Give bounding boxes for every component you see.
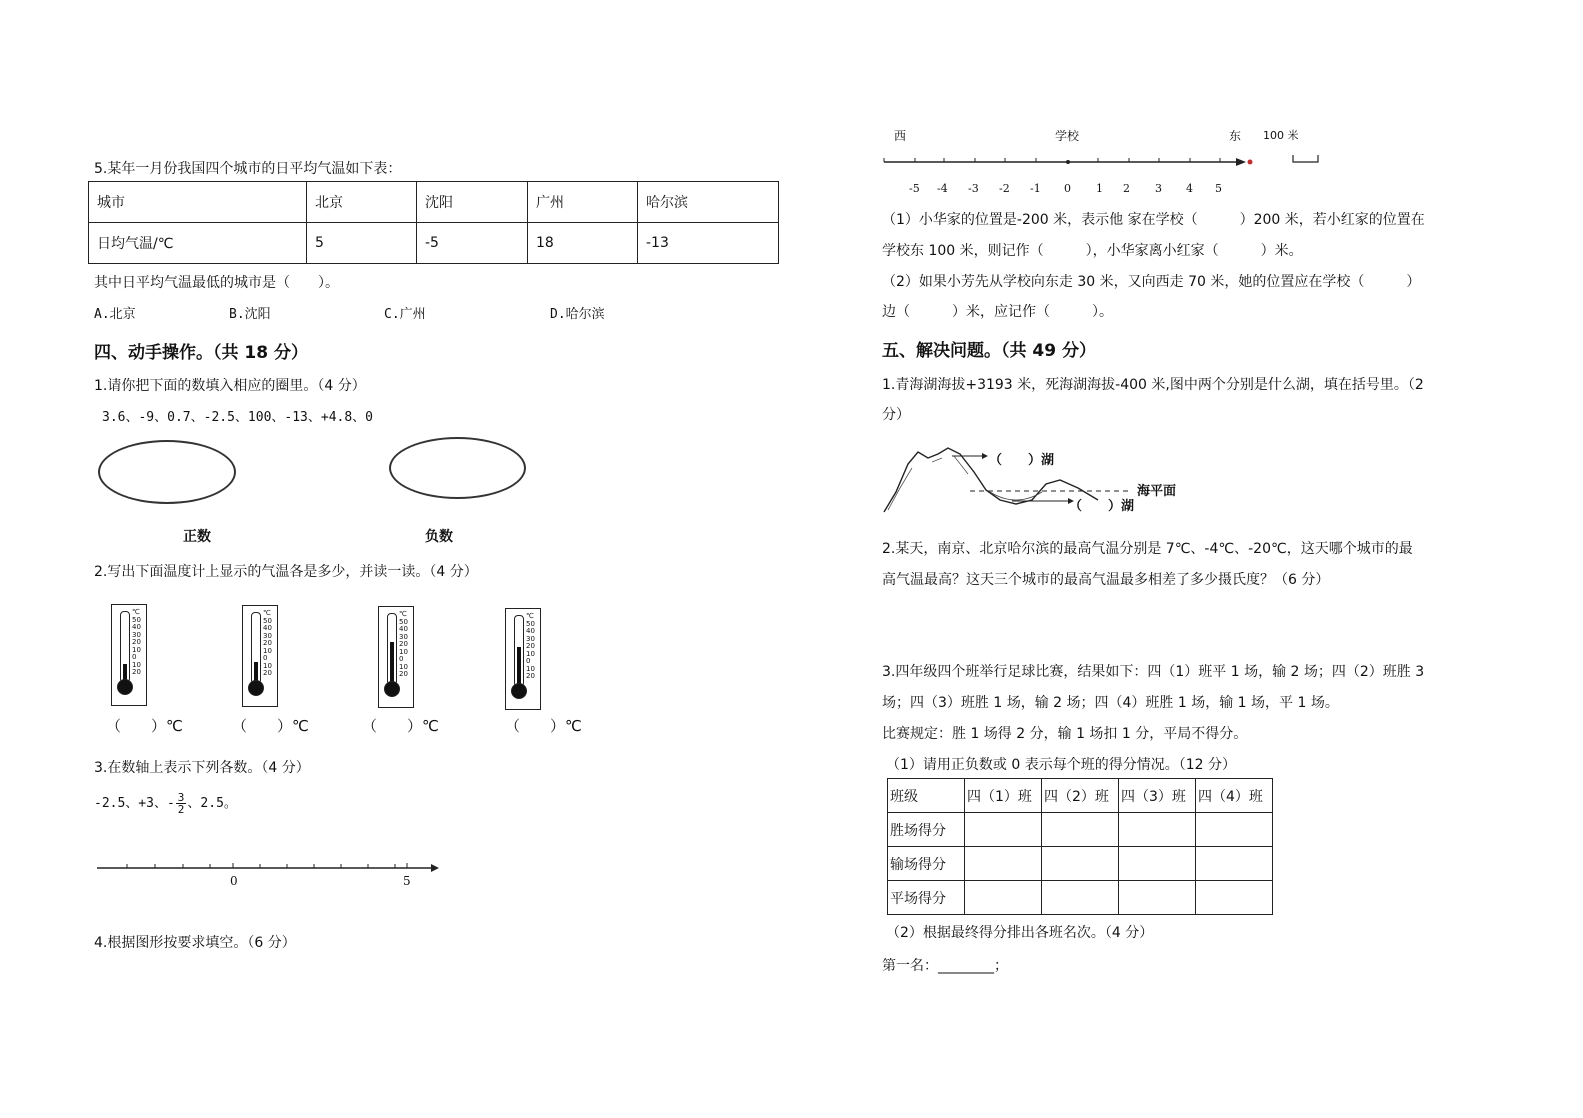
scale <box>526 613 535 681</box>
numbers-part-b: 、2.5。 <box>187 796 237 811</box>
thermometer-bulb <box>117 679 133 695</box>
score-cell[interactable] <box>965 813 1042 847</box>
table-cell: 四（4）班 <box>1196 779 1273 813</box>
table-cell: 北京 <box>307 182 417 223</box>
tick-label: -1 <box>1030 182 1041 195</box>
score-cell[interactable] <box>1196 847 1273 881</box>
temperature-table <box>88 181 779 264</box>
tick-label: -4 <box>937 182 948 195</box>
school-label: 学校 <box>1055 129 1080 143</box>
mercury-fill <box>517 647 521 686</box>
table-cell: 四（3）班 <box>1119 779 1196 813</box>
scale-mark: 40 <box>132 623 141 631</box>
scale-mark: 0 <box>399 655 404 663</box>
thermometer-3 <box>378 606 414 708</box>
s5-q2-line2: 高气温最高？这天三个城市的最高气温最多相差了多少摄氏度？（6 分） <box>882 572 1330 588</box>
scale-mark: 10 <box>526 664 535 673</box>
score-cell[interactable] <box>1042 813 1119 847</box>
tick-label: -2 <box>999 182 1010 195</box>
q5-question: 其中日平均气温最低的城市是（ ）。 <box>94 275 339 291</box>
scale-mark: 40 <box>399 625 408 633</box>
score-cell[interactable] <box>1119 813 1196 847</box>
score-cell[interactable] <box>1042 847 1119 881</box>
score-cell[interactable] <box>1119 881 1196 915</box>
table-cell: 四（2）班 <box>1042 779 1119 813</box>
scale-mark: 20 <box>399 640 408 648</box>
scale-mark: 20 <box>526 642 535 650</box>
table-cell: 胜场得分 <box>888 813 965 847</box>
scale-mark: 20 <box>132 638 141 646</box>
thermometer-tube <box>387 613 397 685</box>
score-cell[interactable] <box>965 881 1042 915</box>
answer-blank-2[interactable]: （ ）℃ <box>232 717 309 735</box>
table-cell: 日均气温/℃ <box>89 223 307 264</box>
table-cell: 广州 <box>528 182 638 223</box>
table-cell: 沈阳 <box>417 182 528 223</box>
thermometer-1 <box>111 604 147 706</box>
s5-q3-sub2: （2）根据最终得分排出各班名次。（4 分） <box>886 925 1154 941</box>
fraction <box>176 792 187 815</box>
scale-mark: 10 <box>263 646 272 655</box>
mercury-fill <box>390 642 394 684</box>
scale-mark: 40 <box>263 624 272 632</box>
thermometer-bulb <box>511 683 527 699</box>
scale-mark: 50 <box>399 617 408 626</box>
school-number-line <box>880 150 1330 170</box>
thermometer-bulb <box>248 680 264 696</box>
scale-mark: 10 <box>132 645 141 654</box>
lake-bottom-label: （ ）湖 <box>1069 499 1135 514</box>
score-cell[interactable] <box>1196 881 1273 915</box>
scale-mark: 30 <box>399 632 408 641</box>
option-c: C.广州 <box>384 307 426 322</box>
table-row <box>89 223 779 264</box>
fraction-numerator: 3 <box>177 791 185 804</box>
scale <box>263 610 272 678</box>
scale-label: 100 米 <box>1263 129 1299 142</box>
table-cell: 输场得分 <box>888 847 965 881</box>
thermometer-tube <box>251 612 261 684</box>
scale-mark: 20 <box>132 668 141 676</box>
tick-label: -5 <box>909 182 920 195</box>
score-cell[interactable] <box>965 847 1042 881</box>
section5-title: 五、解决问题。（共 49 分） <box>882 341 1096 361</box>
positive-label: 正数 <box>183 529 211 545</box>
scale-mark: 0 <box>526 657 531 665</box>
scale-mark: 10 <box>399 662 408 671</box>
scale-mark: 10 <box>132 660 141 669</box>
first-place-blank[interactable]: 第一名：________； <box>882 958 1008 974</box>
scale <box>132 609 141 677</box>
thermometer-bulb <box>384 681 400 697</box>
west-label: 西 <box>894 129 907 143</box>
answer-blank-3[interactable]: （ ）℃ <box>362 717 439 735</box>
s5-q1-line1: 1.青海湖海拔+3193 米，死海湖海拔-400 米,图中两个分别是什么湖，填在括号里。（2 <box>882 377 1424 393</box>
scale-mark: 0 <box>132 653 137 661</box>
option-d: D.哈尔滨 <box>550 307 605 322</box>
sub1-line1: （1）小华家的位置是-200 米，表示他 家在学校（ ）200 米，若小红家的位置在 <box>882 212 1425 228</box>
table-row <box>888 881 1273 915</box>
scale-mark: 20 <box>263 639 272 647</box>
unit: ℃ <box>132 608 140 616</box>
s5-q3-rule: 比赛规定：胜 1 场得 2 分，输 1 场扣 1 分，平局不得分。 <box>882 726 1248 742</box>
scale-mark: 10 <box>263 661 272 670</box>
answer-blank-4[interactable]: （ ）℃ <box>505 717 582 735</box>
number-line-axis[interactable] <box>95 860 440 874</box>
scale-mark: 30 <box>263 631 272 640</box>
s4-q1-text: 1.请你把下面的数填入相应的圈里。（4 分） <box>94 378 366 394</box>
s5-q3-sub1: （1）请用正负数或 0 表示每个班的得分情况。（12 分） <box>886 757 1236 773</box>
fraction-denominator: 2 <box>177 803 185 816</box>
tick-label: 0 <box>1064 182 1071 195</box>
option-b: B.沈阳 <box>229 307 271 322</box>
scale-mark: 50 <box>526 619 535 628</box>
sub2-line2: 边（ ）米，应记作（ ）。 <box>882 304 1113 320</box>
s5-q3-line2: 场；四（3）班胜 1 场，输 2 场；四（4）班胜 1 场，输 1 场，平 1 场。 <box>882 695 1339 711</box>
tick-label: 1 <box>1096 182 1103 195</box>
tick-label: 4 <box>1186 182 1193 195</box>
option-a: A.北京 <box>94 307 136 322</box>
s4-q3-text: 3.在数轴上表示下列各数。（4 分） <box>94 760 310 776</box>
s5-q2-line1: 2.某天，南京、北京哈尔滨的最高气温分别是 7℃、-4℃、-20℃，这天哪个城市的最 <box>882 541 1413 557</box>
q5-stem: 5.某年一月份我国四个城市的日平均气温如下表： <box>94 161 402 177</box>
table-cell: 5 <box>307 223 417 264</box>
thermometer-2 <box>242 605 278 707</box>
scale-mark: 20 <box>399 670 408 678</box>
unit: ℃ <box>263 609 271 617</box>
thermometer-tube <box>120 611 130 683</box>
scale <box>399 611 408 679</box>
table-cell: 城市 <box>89 182 307 223</box>
table-cell: 哈尔滨 <box>638 182 779 223</box>
negative-label: 负数 <box>425 529 453 545</box>
sea-level-label: 海平面 <box>1137 484 1177 499</box>
table-cell: 四（1）班 <box>965 779 1042 813</box>
scale-mark: 30 <box>526 634 535 643</box>
s5-q1-line2: 分） <box>882 407 910 423</box>
s4-q2-text: 2.写出下面温度计上显示的气温各是多少，并读一读。（4 分） <box>94 564 478 580</box>
lake-top-label: （ ）湖 <box>989 453 1055 468</box>
score-table <box>887 778 1273 915</box>
s4-q4-text: 4.根据图形按要求填空。（6 分） <box>94 935 296 951</box>
scale-mark: 20 <box>526 672 535 680</box>
positive-circle[interactable] <box>98 440 236 504</box>
unit: ℃ <box>399 610 407 618</box>
s4-q3-numbers <box>94 792 237 815</box>
score-cell[interactable] <box>1196 813 1273 847</box>
east-label: 东 <box>1229 129 1242 143</box>
scale-mark: 40 <box>526 627 535 635</box>
score-cell[interactable] <box>1042 881 1119 915</box>
sub2-line1: （2）如果小芳先从学校向东走 30 米，又向西走 70 米，她的位置应在学校（ ） <box>882 274 1421 290</box>
negative-circle[interactable] <box>389 437 526 499</box>
table-cell: -5 <box>417 223 528 264</box>
table-cell: 班级 <box>888 779 965 813</box>
table-row <box>888 813 1273 847</box>
table-row <box>89 182 779 223</box>
numbers-part-a: -2.5、+3、- <box>94 796 175 811</box>
score-cell[interactable] <box>1119 847 1196 881</box>
answer-blank-1[interactable]: （ ）℃ <box>106 717 183 735</box>
s4-q1-numbers: 3.6、-9、0.7、-2.5、100、-13、+4.8、0 <box>102 410 374 425</box>
table-cell: 18 <box>528 223 638 264</box>
scale-mark: 10 <box>526 649 535 658</box>
number-line-ticks <box>909 182 1222 195</box>
table-cell: 平场得分 <box>888 881 965 915</box>
tick-label: 2 <box>1123 182 1130 195</box>
scale-mark: 30 <box>132 630 141 639</box>
scale-mark: 0 <box>263 654 268 662</box>
table-row <box>888 847 1273 881</box>
thermometer-4 <box>505 608 541 710</box>
scale-mark: 10 <box>399 647 408 656</box>
axis-label-0: 0 <box>230 874 238 888</box>
scale-mark: 50 <box>132 615 141 624</box>
tick-label: 3 <box>1155 182 1162 195</box>
tick-label: -3 <box>968 182 979 195</box>
table-cell: -13 <box>638 223 779 264</box>
axis-label-5: 5 <box>403 874 411 888</box>
tick-label: 5 <box>1215 182 1222 195</box>
unit: ℃ <box>526 612 534 620</box>
scale-mark: 50 <box>263 616 272 625</box>
scale-mark: 20 <box>263 669 272 677</box>
s5-q3-line1: 3.四年级四个班举行足球比赛，结果如下：四（1）班平 1 场，输 2 场；四（2）班胜 3 <box>882 664 1425 680</box>
thermometer-tube <box>514 615 524 687</box>
sub1-line2: 学校东 100 米，则记作（ ），小华家离小红家（ ）米。 <box>882 243 1303 259</box>
section4-title: 四、动手操作。（共 18 分） <box>94 343 308 363</box>
table-row <box>888 779 1273 813</box>
